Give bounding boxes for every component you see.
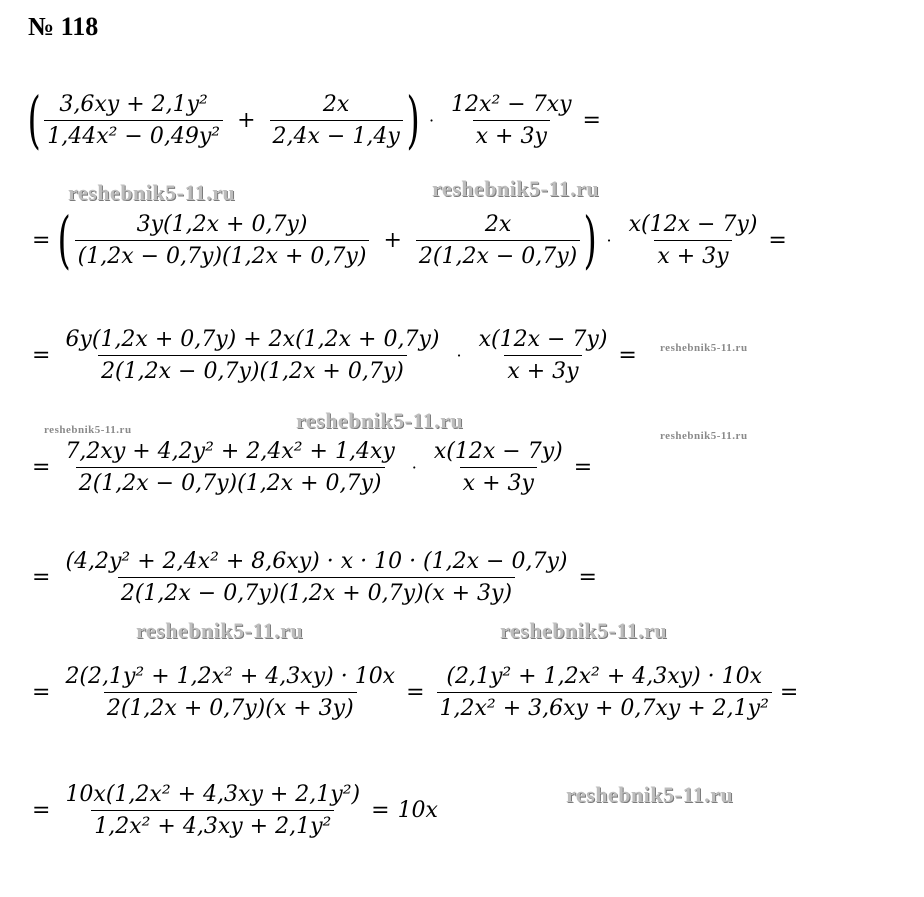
numerator: 6y(1,2x + 0,7y) + 2x(1,2x + 0,7y): [65, 326, 440, 352]
numerator: 7,2xy + 4,2y² + 2,4x² + 1,4xy: [65, 438, 395, 464]
fraction: [62, 549, 570, 606]
fraction: [75, 212, 370, 269]
denominator: 2(1,2x − 0,7y)(1,2x + 0,7y)(x + 3y): [118, 577, 515, 606]
equals-sign: =: [32, 797, 51, 823]
equation-line-1: [28, 80, 609, 160]
times-sign: ·: [606, 230, 612, 250]
denominator: 2(1,2x − 0,7y)(1,2x + 0,7y): [76, 467, 385, 496]
times-sign: ·: [411, 457, 417, 477]
right-paren: ): [583, 203, 598, 276]
watermark-logo: reshebnik5-11.ru: [68, 180, 236, 205]
numerator: 10x(1,2x² + 4,3xy + 2,1y²): [65, 781, 361, 807]
numerator: 3,6xy + 2,1y²: [59, 91, 208, 117]
equals-sign: =: [371, 797, 390, 823]
fraction: [437, 664, 772, 721]
equation-line-5: [28, 537, 605, 617]
equals-sign: =: [578, 564, 597, 590]
times-sign: ·: [456, 345, 462, 365]
equals-sign: =: [573, 454, 593, 480]
times-sign: ·: [428, 110, 435, 130]
numerator: 2x: [322, 91, 350, 117]
denominator: x + 3y: [473, 120, 550, 149]
denominator: (1,2x − 0,7y)(1,2x + 0,7y): [75, 240, 370, 269]
watermark-logo: reshebnik5-11.ru: [566, 782, 734, 807]
fraction: [448, 92, 574, 149]
fraction: [431, 439, 566, 496]
equals-sign: =: [582, 107, 601, 133]
equation-line-4: [28, 427, 600, 507]
equals-sign: =: [768, 227, 787, 253]
equals-sign: =: [779, 679, 799, 705]
numerator: 2(2,1y² + 1,2x² + 4,3xy) · 10x: [65, 663, 396, 689]
equals-sign: =: [32, 454, 51, 480]
plus-sign: +: [383, 227, 402, 253]
watermark-logo: reshebnik5-11.ru: [500, 618, 668, 643]
numerator: 2x: [484, 211, 512, 237]
plus-sign: +: [237, 107, 256, 133]
numerator: x(12x − 7y): [433, 438, 563, 464]
final-result: 10x: [397, 797, 438, 823]
watermark-logo: reshebnik5-11.ru: [432, 176, 600, 201]
left-paren: (: [57, 203, 72, 276]
numerator: x(12x − 7y): [628, 211, 758, 237]
equation-line-3: [28, 315, 645, 395]
fraction: [62, 327, 442, 384]
right-paren: ): [406, 83, 420, 156]
denominator: x + 3y: [654, 240, 731, 269]
denominator: 2(1,2x + 0,7y)(x + 3y): [104, 692, 357, 721]
fraction: [62, 782, 363, 839]
denominator: 2,4x − 1,4y: [270, 120, 403, 149]
denominator: 1,2x² + 4,3xy + 2,1y²: [91, 810, 334, 839]
watermark-logo: reshebnik5-11.ru: [660, 430, 748, 442]
equation-line-2: [28, 200, 795, 280]
numerator: 3y(1,2x + 0,7y): [136, 211, 308, 237]
fraction: [270, 92, 403, 149]
equation-line-7: [28, 770, 438, 850]
fraction: [476, 327, 611, 384]
numerator: (2,1y² + 1,2x² + 4,3xy) · 10x: [446, 663, 763, 689]
equals-sign: =: [406, 679, 425, 705]
fraction: [416, 212, 580, 269]
equals-sign: =: [32, 679, 51, 705]
watermark-logo: reshebnik5-11.ru: [660, 342, 748, 354]
fraction: [626, 212, 761, 269]
watermark-logo: reshebnik5-11.ru: [44, 424, 132, 436]
denominator: x + 3y: [504, 355, 581, 384]
equals-sign: =: [618, 342, 637, 368]
denominator: 2(1,2x − 0,7y)(1,2x + 0,7y): [98, 355, 407, 384]
denominator: 1,2x² + 3,6xy + 0,7xy + 2,1y²: [437, 692, 772, 721]
equation-line-6: [28, 652, 806, 732]
equals-sign: =: [32, 564, 51, 590]
equals-sign: =: [32, 227, 51, 253]
numerator: x(12x − 7y): [478, 326, 608, 352]
denominator: 2(1,2x − 0,7y): [416, 240, 580, 269]
page-title: № 118: [28, 12, 99, 41]
denominator: x + 3y: [460, 467, 537, 496]
left-paren: (: [27, 83, 41, 156]
fraction: [62, 664, 398, 721]
fraction: [62, 439, 397, 496]
watermark-logo: reshebnik5-11.ru: [136, 618, 304, 643]
watermark-logo: reshebnik5-11.ru: [296, 408, 464, 433]
numerator: (4,2y² + 2,4x² + 8,6xy) · x · 10 · (1,2x − 0,7y): [65, 548, 568, 574]
numerator: 12x² − 7xy: [451, 91, 572, 117]
denominator: 1,44x² − 0,49y²: [44, 120, 223, 149]
fraction: [44, 92, 223, 149]
equals-sign: =: [32, 342, 51, 368]
